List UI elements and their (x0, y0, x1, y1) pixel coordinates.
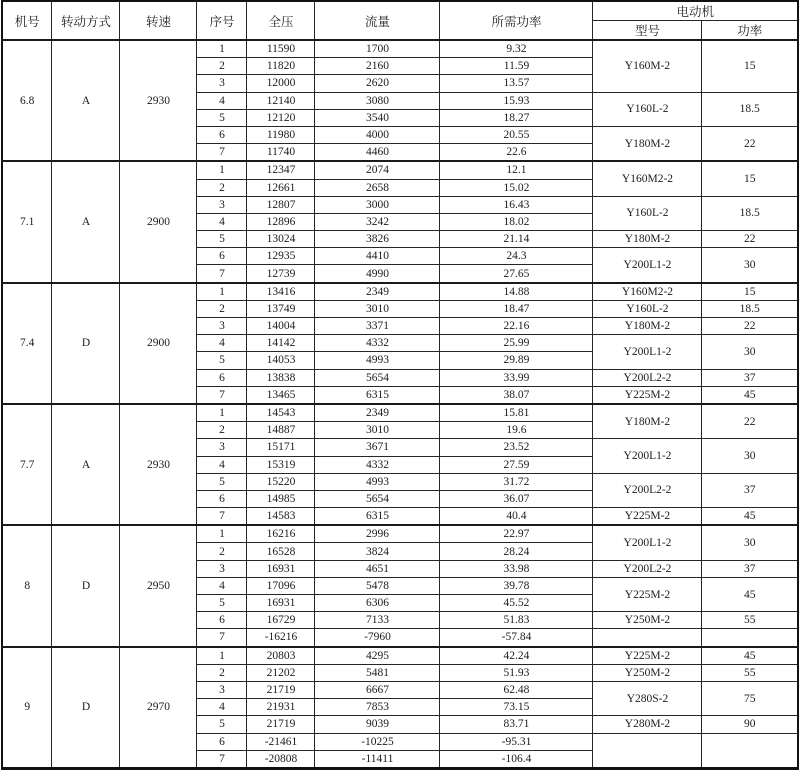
cell-total-pressure: -20808 (247, 750, 315, 768)
fan-spec-table (1, 0, 799, 770)
cell-seq: 4 (197, 213, 247, 230)
cell-seq: 3 (197, 439, 247, 456)
cell-motor-power: 18.5 (702, 196, 798, 230)
cell-total-pressure: 16729 (247, 612, 315, 629)
cell-seq: 2 (197, 300, 247, 317)
cell-total-pressure: 12000 (247, 75, 315, 92)
cell-flow: 4651 (315, 560, 440, 577)
header-speed: 转速 (120, 1, 197, 40)
cell-motor-power: 22 (702, 318, 798, 335)
cell-speed: 2950 (120, 525, 197, 646)
cell-seq: 4 (197, 456, 247, 473)
cell-total-pressure: 13838 (247, 369, 315, 386)
cell-motor-model: Y225M-2 (593, 577, 702, 611)
cell-required-power: 22.97 (440, 525, 593, 543)
cell-motor-model: Y160M2-2 (593, 283, 702, 301)
cell-seq: 1 (197, 283, 247, 301)
cell-flow: 2349 (315, 404, 440, 422)
cell-seq: 2 (197, 58, 247, 75)
cell-motor-power (702, 733, 798, 768)
cell-required-power: 25.99 (440, 335, 593, 352)
cell-machine-no: 8 (2, 525, 52, 646)
cell-required-power: 73.15 (440, 699, 593, 716)
cell-seq: 5 (197, 231, 247, 248)
cell-flow: -7960 (315, 629, 440, 647)
cell-total-pressure: 21719 (247, 681, 315, 698)
cell-motor-power: 45 (702, 386, 798, 404)
cell-total-pressure: 11820 (247, 58, 315, 75)
cell-total-pressure: 13465 (247, 386, 315, 404)
cell-motor-model: Y160L-2 (593, 92, 702, 126)
cell-seq: 1 (197, 161, 247, 179)
cell-total-pressure: 13749 (247, 300, 315, 317)
cell-seq: 4 (197, 699, 247, 716)
cell-flow: 4295 (315, 647, 440, 665)
cell-seq: 5 (197, 716, 247, 733)
cell-required-power: 42.24 (440, 647, 593, 665)
header-motor: 电动机 (593, 1, 798, 21)
cell-total-pressure: 12661 (247, 179, 315, 196)
cell-drive-type: A (52, 40, 120, 161)
cell-total-pressure: 14985 (247, 490, 315, 507)
cell-motor-model: Y200L1-2 (593, 248, 702, 283)
cell-flow: 6315 (315, 508, 440, 526)
cell-total-pressure: -21461 (247, 733, 315, 750)
cell-seq: 7 (197, 144, 247, 162)
cell-flow: 4993 (315, 473, 440, 490)
cell-motor-model: Y200L1-2 (593, 439, 702, 473)
cell-required-power: 33.99 (440, 369, 593, 386)
cell-flow: 4332 (315, 456, 440, 473)
cell-required-power: 22.16 (440, 318, 593, 335)
cell-seq: 7 (197, 386, 247, 404)
cell-required-power: 38.07 (440, 386, 593, 404)
cell-motor-model: Y250M-2 (593, 664, 702, 681)
cell-flow: 4460 (315, 144, 440, 162)
cell-seq: 3 (197, 75, 247, 92)
cell-total-pressure: 13024 (247, 231, 315, 248)
cell-motor-model: Y160L-2 (593, 196, 702, 230)
cell-seq: 7 (197, 508, 247, 526)
cell-flow: 4410 (315, 248, 440, 265)
cell-required-power: 15.81 (440, 404, 593, 422)
header-motor-model: 型号 (593, 21, 702, 41)
cell-motor-power: 30 (702, 248, 798, 283)
cell-motor-model: Y200L2-2 (593, 473, 702, 507)
cell-required-power: 18.02 (440, 213, 593, 230)
cell-flow: 2349 (315, 283, 440, 301)
table-row (2, 40, 798, 58)
cell-required-power: 21.14 (440, 231, 593, 248)
cell-motor-power: 37 (702, 473, 798, 507)
cell-total-pressure: 17096 (247, 577, 315, 594)
cell-motor-power: 37 (702, 560, 798, 577)
cell-total-pressure: 14583 (247, 508, 315, 526)
cell-seq: 1 (197, 647, 247, 665)
cell-required-power: 18.27 (440, 109, 593, 126)
cell-seq: 6 (197, 248, 247, 265)
cell-total-pressure: 21719 (247, 716, 315, 733)
cell-motor-power: 55 (702, 664, 798, 681)
cell-total-pressure: 16528 (247, 543, 315, 560)
cell-flow: 3826 (315, 231, 440, 248)
cell-total-pressure: 15171 (247, 439, 315, 456)
cell-motor-model: Y160L-2 (593, 300, 702, 317)
header-row-1 (2, 1, 798, 21)
cell-required-power: 23.52 (440, 439, 593, 456)
cell-required-power: 83.71 (440, 716, 593, 733)
cell-seq: 4 (197, 335, 247, 352)
cell-seq: 4 (197, 577, 247, 594)
cell-seq: 2 (197, 179, 247, 196)
cell-drive-type: A (52, 404, 120, 525)
cell-motor-model: Y250M-2 (593, 612, 702, 629)
cell-required-power: 12.1 (440, 161, 593, 179)
table-row (2, 161, 798, 179)
cell-flow: 3010 (315, 300, 440, 317)
cell-total-pressure: 11980 (247, 126, 315, 143)
header-drive-type: 转动方式 (52, 1, 120, 40)
cell-motor-power: 45 (702, 577, 798, 611)
cell-seq: 3 (197, 318, 247, 335)
cell-total-pressure: 11590 (247, 40, 315, 58)
cell-total-pressure: 13416 (247, 283, 315, 301)
cell-seq: 6 (197, 733, 247, 750)
cell-motor-power: 30 (702, 525, 798, 560)
cell-seq: 5 (197, 109, 247, 126)
cell-drive-type: D (52, 283, 120, 404)
cell-flow: 5481 (315, 664, 440, 681)
cell-total-pressure: 14004 (247, 318, 315, 335)
cell-required-power: 20.55 (440, 126, 593, 143)
cell-flow: 2658 (315, 179, 440, 196)
cell-flow: 2620 (315, 75, 440, 92)
cell-speed: 2900 (120, 161, 197, 282)
table-row (2, 283, 798, 301)
cell-required-power: 28.24 (440, 543, 593, 560)
cell-total-pressure: 16931 (247, 595, 315, 612)
cell-required-power: 45.52 (440, 595, 593, 612)
cell-machine-no: 7.4 (2, 283, 52, 404)
cell-flow: 3010 (315, 422, 440, 439)
cell-motor-power: 45 (702, 647, 798, 665)
cell-motor-power: 22 (702, 126, 798, 161)
cell-seq: 1 (197, 404, 247, 422)
cell-motor-model: Y225M-2 (593, 647, 702, 665)
cell-required-power: 51.83 (440, 612, 593, 629)
cell-required-power: 27.65 (440, 265, 593, 283)
cell-motor-model: Y180M-2 (593, 231, 702, 248)
cell-required-power: 11.59 (440, 58, 593, 75)
cell-required-power: 18.47 (440, 300, 593, 317)
cell-motor-power: 75 (702, 681, 798, 715)
cell-flow: 5654 (315, 490, 440, 507)
cell-required-power: 29.89 (440, 352, 593, 369)
cell-motor-power: 22 (702, 231, 798, 248)
cell-machine-no: 7.7 (2, 404, 52, 525)
cell-required-power: -106.4 (440, 750, 593, 768)
cell-motor-model: Y200L1-2 (593, 335, 702, 369)
cell-total-pressure: 16931 (247, 560, 315, 577)
cell-motor-model: Y225M-2 (593, 508, 702, 526)
cell-total-pressure: 12739 (247, 265, 315, 283)
cell-motor-model: Y225M-2 (593, 386, 702, 404)
cell-motor-power: 90 (702, 716, 798, 733)
cell-motor-model (593, 733, 702, 768)
header-motor-power: 功率 (702, 21, 798, 41)
cell-total-pressure: 14053 (247, 352, 315, 369)
cell-motor-model: Y200L2-2 (593, 369, 702, 386)
cell-required-power: 39.78 (440, 577, 593, 594)
cell-total-pressure: 12140 (247, 92, 315, 109)
cell-required-power: 13.57 (440, 75, 593, 92)
cell-motor-model: Y200L1-2 (593, 525, 702, 560)
cell-required-power: 31.72 (440, 473, 593, 490)
cell-motor-model: Y280M-2 (593, 716, 702, 733)
cell-total-pressure: 15220 (247, 473, 315, 490)
cell-speed: 2900 (120, 283, 197, 404)
cell-seq: 1 (197, 525, 247, 543)
cell-drive-type: D (52, 525, 120, 646)
cell-flow: 5654 (315, 369, 440, 386)
cell-seq: 6 (197, 612, 247, 629)
cell-motor-model (593, 629, 702, 647)
cell-speed: 2970 (120, 647, 197, 769)
cell-required-power: 36.07 (440, 490, 593, 507)
table-row (2, 647, 798, 665)
cell-required-power: 40.4 (440, 508, 593, 526)
cell-motor-model: Y280S-2 (593, 681, 702, 715)
cell-required-power: -57.84 (440, 629, 593, 647)
cell-motor-model: Y160M-2 (593, 40, 702, 92)
cell-motor-power: 18.5 (702, 92, 798, 126)
cell-speed: 2930 (120, 404, 197, 525)
cell-required-power: 62.48 (440, 681, 593, 698)
cell-machine-no: 9 (2, 647, 52, 769)
cell-seq: 2 (197, 664, 247, 681)
cell-motor-model: Y180M-2 (593, 318, 702, 335)
cell-flow: 3371 (315, 318, 440, 335)
cell-flow: -11411 (315, 750, 440, 768)
cell-flow: 4000 (315, 126, 440, 143)
header-machine-no: 机号 (2, 1, 52, 40)
cell-drive-type: D (52, 647, 120, 769)
cell-required-power: 27.59 (440, 456, 593, 473)
cell-total-pressure: 12807 (247, 196, 315, 213)
cell-flow: 7853 (315, 699, 440, 716)
cell-required-power: 51.93 (440, 664, 593, 681)
header-required-power: 所需功率 (440, 1, 593, 40)
cell-required-power: 19.6 (440, 422, 593, 439)
cell-motor-power: 30 (702, 439, 798, 473)
table-header (2, 1, 798, 40)
cell-total-pressure: 12120 (247, 109, 315, 126)
cell-seq: 7 (197, 265, 247, 283)
cell-motor-power: 18.5 (702, 300, 798, 317)
cell-flow: 6667 (315, 681, 440, 698)
cell-motor-power: 15 (702, 283, 798, 301)
cell-total-pressure: 21202 (247, 664, 315, 681)
cell-flow: -10225 (315, 733, 440, 750)
cell-drive-type: A (52, 161, 120, 282)
cell-seq: 6 (197, 126, 247, 143)
cell-seq: 5 (197, 595, 247, 612)
cell-flow: 2074 (315, 161, 440, 179)
cell-required-power: 15.02 (440, 179, 593, 196)
cell-flow: 6315 (315, 386, 440, 404)
cell-seq: 2 (197, 543, 247, 560)
cell-total-pressure: 15319 (247, 456, 315, 473)
cell-flow: 3540 (315, 109, 440, 126)
cell-seq: 3 (197, 196, 247, 213)
cell-machine-no: 6.8 (2, 40, 52, 161)
cell-seq: 7 (197, 750, 247, 768)
cell-seq: 4 (197, 92, 247, 109)
cell-required-power: 16.43 (440, 196, 593, 213)
cell-flow: 1700 (315, 40, 440, 58)
cell-flow: 7133 (315, 612, 440, 629)
table-body (2, 40, 798, 768)
cell-seq: 1 (197, 40, 247, 58)
cell-flow: 2160 (315, 58, 440, 75)
cell-required-power: 14.88 (440, 283, 593, 301)
cell-total-pressure: 12347 (247, 161, 315, 179)
cell-required-power: 9.32 (440, 40, 593, 58)
cell-flow: 3824 (315, 543, 440, 560)
cell-flow: 9039 (315, 716, 440, 733)
cell-seq: 5 (197, 473, 247, 490)
cell-total-pressure: 16216 (247, 525, 315, 543)
cell-total-pressure: 12896 (247, 213, 315, 230)
cell-seq: 6 (197, 490, 247, 507)
cell-flow: 4993 (315, 352, 440, 369)
cell-motor-model: Y180M-2 (593, 126, 702, 161)
cell-flow: 3671 (315, 439, 440, 456)
cell-flow: 2996 (315, 525, 440, 543)
cell-flow: 3242 (315, 213, 440, 230)
cell-total-pressure: 20803 (247, 647, 315, 665)
cell-total-pressure: 14142 (247, 335, 315, 352)
cell-seq: 5 (197, 352, 247, 369)
cell-required-power: -95.31 (440, 733, 593, 750)
cell-required-power: 24.3 (440, 248, 593, 265)
cell-motor-power: 45 (702, 508, 798, 526)
cell-total-pressure: 12935 (247, 248, 315, 265)
table-row (2, 404, 798, 422)
cell-seq: 3 (197, 560, 247, 577)
cell-seq: 3 (197, 681, 247, 698)
cell-seq: 7 (197, 629, 247, 647)
cell-flow: 4332 (315, 335, 440, 352)
cell-motor-power: 15 (702, 161, 798, 196)
cell-motor-model: Y200L2-2 (593, 560, 702, 577)
cell-motor-power (702, 629, 798, 647)
cell-total-pressure: 11740 (247, 144, 315, 162)
cell-motor-power: 37 (702, 369, 798, 386)
header-flow: 流量 (315, 1, 440, 40)
header-seq: 序号 (197, 1, 247, 40)
cell-flow: 4990 (315, 265, 440, 283)
cell-motor-power: 55 (702, 612, 798, 629)
cell-motor-power: 15 (702, 40, 798, 92)
header-total-pressure: 全压 (247, 1, 315, 40)
cell-total-pressure: -16216 (247, 629, 315, 647)
table-row (2, 525, 798, 543)
cell-flow: 3000 (315, 196, 440, 213)
cell-motor-power: 30 (702, 335, 798, 369)
cell-flow: 3080 (315, 92, 440, 109)
cell-required-power: 15.93 (440, 92, 593, 109)
cell-total-pressure: 14887 (247, 422, 315, 439)
cell-speed: 2930 (120, 40, 197, 161)
cell-flow: 6306 (315, 595, 440, 612)
cell-seq: 6 (197, 369, 247, 386)
cell-seq: 2 (197, 422, 247, 439)
cell-motor-model: Y160M2-2 (593, 161, 702, 196)
cell-total-pressure: 21931 (247, 699, 315, 716)
cell-required-power: 33.98 (440, 560, 593, 577)
cell-machine-no: 7.1 (2, 161, 52, 282)
cell-flow: 5478 (315, 577, 440, 594)
cell-motor-model: Y180M-2 (593, 404, 702, 439)
cell-motor-power: 22 (702, 404, 798, 439)
cell-required-power: 22.6 (440, 144, 593, 162)
cell-total-pressure: 14543 (247, 404, 315, 422)
